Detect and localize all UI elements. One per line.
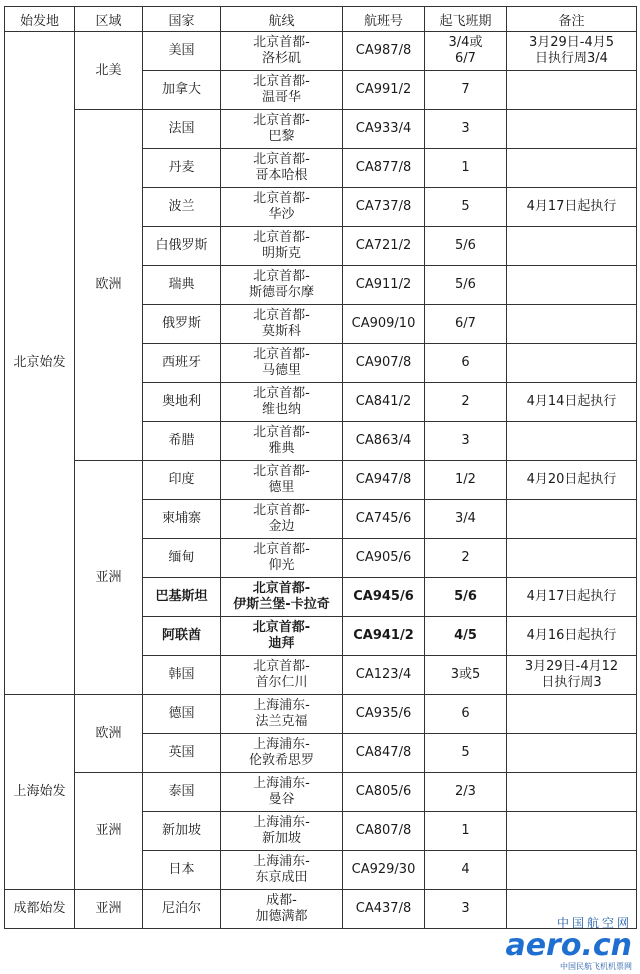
route-cell-text: 明斯克 (261, 246, 301, 261)
flight-number-cell-text: CA745/6 (355, 511, 412, 526)
schedule-days-cell-text: 2 (461, 550, 470, 565)
country-cell (143, 32, 221, 71)
route-cell-text: 温哥华 (261, 90, 301, 105)
country-cell (143, 617, 221, 656)
schedule-days-cell (425, 461, 507, 500)
route-cell-text: 莫斯科 (261, 324, 301, 339)
route-cell-text: 仰光 (268, 558, 295, 573)
note-cell-text: 4月17日起执行 (526, 589, 617, 604)
route-cell-text: 北京首都- (253, 191, 310, 206)
flight-number-cell (343, 656, 425, 695)
route-cell (221, 188, 343, 227)
schedule-days-cell-text: 7 (461, 82, 470, 97)
country-cell-text: 俄罗斯 (161, 316, 201, 331)
route-cell-text: 首尔仁川 (255, 675, 308, 690)
country-cell (143, 227, 221, 266)
country-cell (143, 578, 221, 617)
schedule-days-cell (425, 305, 507, 344)
flight-number-cell-text: CA437/8 (355, 901, 412, 916)
country-cell-text: 法国 (168, 121, 195, 136)
route-cell (221, 617, 343, 656)
note-cell (507, 812, 637, 851)
schedule-days-cell (425, 734, 507, 773)
column-header: 备注 (507, 7, 637, 32)
schedule-days-cell-text: 3 (461, 121, 470, 136)
route-cell (221, 656, 343, 695)
country-cell-text: 巴基斯坦 (155, 589, 208, 604)
column-header: 航线 (221, 7, 343, 32)
note-cell (507, 71, 637, 110)
route-cell-text: 法兰克福 (255, 714, 308, 729)
flight-number-cell (343, 305, 425, 344)
country-cell (143, 188, 221, 227)
schedule-days-cell-text: 5 (461, 199, 470, 214)
route-cell-text: 东京成田 (255, 870, 308, 885)
route-cell-text: 北京首都- (252, 620, 311, 635)
route-cell-text: 北京首都- (253, 464, 310, 479)
origin-cell (5, 695, 75, 890)
route-cell-text: 上海浦东- (253, 698, 310, 713)
flight-number-cell (343, 578, 425, 617)
schedule-days-cell (425, 32, 507, 71)
route-cell-text: 金边 (268, 519, 295, 534)
route-cell (221, 422, 343, 461)
flight-number-cell-text: CA863/4 (355, 433, 412, 448)
route-cell-text: 北京首都- (253, 425, 310, 440)
country-cell-text: 韩国 (168, 667, 195, 682)
flight-number-cell (343, 695, 425, 734)
route-cell (221, 812, 343, 851)
route-cell-text: 维也纳 (261, 402, 301, 417)
watermark-cn: 中国航空网 (556, 916, 632, 930)
route-cell (221, 227, 343, 266)
column-header: 始发地 (5, 7, 75, 32)
schedule-days-cell-text: 5 (461, 745, 470, 760)
watermark-en: aero.cn (505, 928, 632, 963)
flight-number-cell (343, 32, 425, 71)
country-cell (143, 851, 221, 890)
route-cell-text: 上海浦东- (253, 854, 310, 869)
note-cell (507, 851, 637, 890)
country-cell-text: 德国 (168, 706, 195, 721)
region-cell-text: 亚洲 (95, 569, 122, 585)
schedule-days-cell-text: 3 (461, 901, 470, 916)
route-cell-text: 北京首都- (253, 386, 310, 401)
note-cell (507, 422, 637, 461)
flight-number-cell-text: CA945/6 (353, 589, 414, 604)
route-cell-text: 斯德哥尔摩 (248, 285, 314, 300)
country-cell-text: 阿联酋 (161, 628, 201, 643)
table-body (5, 32, 637, 929)
route-cell-text: 上海浦东- (253, 815, 310, 830)
route-cell-text: 伦敦希思罗 (248, 753, 314, 768)
country-cell (143, 71, 221, 110)
flight-number-cell (343, 383, 425, 422)
flight-number-cell-text: CA933/4 (355, 121, 412, 136)
table-row (5, 110, 637, 149)
country-cell-text: 新加坡 (161, 823, 201, 838)
note-cell (507, 500, 637, 539)
schedule-days-cell (425, 500, 507, 539)
route-cell (221, 383, 343, 422)
column-header: 国家 (143, 7, 221, 32)
route-cell (221, 344, 343, 383)
route-cell (221, 71, 343, 110)
country-cell (143, 656, 221, 695)
note-cell (507, 266, 637, 305)
schedule-days-cell-text: 6/7 (455, 51, 476, 66)
route-cell-text: 巴黎 (268, 129, 295, 144)
table-row (5, 461, 637, 500)
flight-number-cell-text: CA929/30 (351, 862, 416, 877)
flight-number-cell-text: CA721/2 (355, 238, 412, 253)
country-cell (143, 539, 221, 578)
country-cell-text: 西班牙 (161, 355, 201, 370)
route-cell-text: 上海浦东- (253, 776, 310, 791)
country-cell-text: 泰国 (168, 784, 195, 799)
country-cell-text: 加拿大 (161, 82, 201, 97)
route-cell-text: 北京首都- (253, 113, 310, 128)
route-cell (221, 32, 343, 71)
schedule-days-cell (425, 656, 507, 695)
route-cell (221, 305, 343, 344)
route-cell-text: 北京首都- (253, 74, 310, 89)
route-cell-text: 德里 (268, 480, 295, 495)
note-cell (507, 578, 637, 617)
route-cell-text: 华沙 (268, 207, 295, 222)
aero-cn-watermark (505, 914, 632, 972)
route-cell-text: 北京首都- (253, 35, 310, 50)
country-cell (143, 305, 221, 344)
flight-number-cell (343, 461, 425, 500)
country-cell (143, 344, 221, 383)
note-cell (507, 656, 637, 695)
note-cell (507, 695, 637, 734)
note-cell (507, 344, 637, 383)
route-cell-text: 雅典 (268, 441, 295, 456)
country-cell-text: 尼泊尔 (161, 901, 201, 916)
flight-number-cell-text: CA909/10 (351, 316, 416, 331)
flight-number-cell-text: CA947/8 (355, 472, 412, 487)
schedule-days-cell-text: 3/4或 (448, 35, 483, 50)
note-cell-text: 4月16日起执行 (526, 628, 617, 643)
header-row (5, 7, 637, 32)
note-cell (507, 383, 637, 422)
region-cell (75, 695, 143, 773)
note-cell-text: 日执行周3/4 (535, 51, 608, 66)
origin-cell-text: 成都始发 (13, 901, 66, 916)
watermark-sub: 中国民航飞机机票网 (560, 962, 632, 971)
origin-cell-text: 上海始发 (13, 784, 66, 799)
route-cell-text: 上海浦东- (253, 737, 310, 752)
route-cell (221, 110, 343, 149)
route-cell-text: 北京首都- (253, 308, 310, 323)
route-cell-text: 北京首都- (253, 659, 310, 674)
note-cell (507, 110, 637, 149)
flight-number-cell-text: CA935/6 (355, 706, 412, 721)
flight-number-cell (343, 851, 425, 890)
flight-schedule-table (4, 6, 637, 929)
country-cell (143, 110, 221, 149)
note-cell (507, 734, 637, 773)
route-cell (221, 734, 343, 773)
note-cell (507, 188, 637, 227)
schedule-days-cell (425, 383, 507, 422)
note-cell (507, 617, 637, 656)
schedule-days-cell (425, 110, 507, 149)
column-header: 起飞班期 (425, 7, 507, 32)
country-cell-text: 丹麦 (168, 160, 195, 175)
route-cell (221, 890, 343, 929)
route-cell (221, 461, 343, 500)
schedule-days-cell-text: 2 (461, 394, 470, 409)
route-cell (221, 851, 343, 890)
schedule-days-cell-text: 3或5 (450, 667, 481, 682)
country-cell-text: 缅甸 (168, 550, 195, 565)
flight-number-cell-text: CA737/8 (355, 199, 412, 214)
flight-number-cell-text: CA123/4 (355, 667, 412, 682)
flight-number-cell-text: CA905/6 (355, 550, 412, 565)
country-cell-text: 英国 (168, 745, 195, 760)
route-cell-text: 哥本哈根 (255, 168, 308, 183)
flight-number-cell-text: CA807/8 (355, 823, 412, 838)
table-row (5, 32, 637, 71)
country-cell-text: 瑞典 (168, 277, 195, 292)
origin-cell (5, 32, 75, 695)
schedule-days-cell-text: 4 (461, 862, 470, 877)
route-cell-text: 迪拜 (268, 636, 295, 651)
country-cell (143, 422, 221, 461)
schedule-days-cell-text: 5/6 (455, 238, 476, 253)
schedule-days-cell (425, 539, 507, 578)
schedule-days-cell-text: 3/4 (455, 511, 476, 526)
route-cell-text: 北京首都- (253, 347, 310, 362)
schedule-days-cell-text: 6 (461, 355, 470, 370)
schedule-days-cell (425, 695, 507, 734)
note-cell (507, 305, 637, 344)
schedule-days-cell-text: 4/5 (454, 628, 477, 643)
note-cell-text: 4月20日起执行 (526, 472, 617, 487)
country-cell (143, 461, 221, 500)
note-cell (507, 461, 637, 500)
country-cell (143, 266, 221, 305)
country-cell (143, 734, 221, 773)
route-cell-text: 北京首都- (253, 542, 310, 557)
note-cell-text: 3月29日-4月5 (528, 35, 615, 50)
table-row (5, 773, 637, 812)
country-cell-text: 白俄罗斯 (155, 238, 208, 253)
column-header: 区域 (75, 7, 143, 32)
country-cell-text: 印度 (168, 472, 195, 487)
schedule-days-cell-text: 2/3 (455, 784, 476, 799)
note-cell (507, 773, 637, 812)
region-cell-text: 欧洲 (95, 277, 122, 292)
country-cell (143, 773, 221, 812)
country-cell (143, 383, 221, 422)
flight-number-cell (343, 110, 425, 149)
schedule-days-cell (425, 617, 507, 656)
schedule-days-cell-text: 6 (461, 706, 470, 721)
flight-number-cell-text: CA847/8 (355, 745, 412, 760)
route-cell (221, 149, 343, 188)
schedule-days-cell (425, 773, 507, 812)
country-cell-text: 希腊 (168, 433, 195, 448)
flight-number-cell (343, 422, 425, 461)
column-header: 航班号 (343, 7, 425, 32)
country-cell (143, 890, 221, 929)
schedule-days-cell-text: 5/6 (454, 589, 477, 604)
flight-number-cell (343, 890, 425, 929)
region-cell (75, 890, 143, 929)
country-cell (143, 500, 221, 539)
route-cell (221, 578, 343, 617)
route-cell-text: 新加坡 (261, 831, 301, 846)
schedule-days-cell (425, 890, 507, 929)
schedule-days-cell (425, 422, 507, 461)
country-cell (143, 812, 221, 851)
note-cell-text: 3月29日-4月12 (524, 659, 619, 674)
schedule-days-cell-text: 6/7 (455, 316, 476, 331)
flight-number-cell (343, 500, 425, 539)
flight-number-cell-text: CA987/8 (355, 43, 412, 58)
route-cell-text: 加德满都 (255, 909, 308, 924)
schedule-days-cell-text: 5/6 (455, 277, 476, 292)
flight-number-cell (343, 188, 425, 227)
country-cell-text: 波兰 (168, 199, 195, 214)
region-cell-text: 亚洲 (95, 823, 122, 838)
flight-number-cell-text: CA841/2 (355, 394, 412, 409)
route-cell-text: 北京首都- (253, 152, 310, 167)
route-cell-text: 北京首都- (253, 230, 310, 245)
flight-number-cell-text: CA911/2 (355, 277, 412, 292)
schedule-days-cell (425, 812, 507, 851)
schedule-days-cell-text: 1/2 (455, 472, 476, 487)
schedule-days-cell (425, 71, 507, 110)
schedule-days-cell (425, 149, 507, 188)
route-cell (221, 695, 343, 734)
route-cell (221, 500, 343, 539)
country-cell-text: 柬埔寨 (161, 511, 201, 526)
region-cell (75, 32, 143, 110)
region-cell-text: 北美 (95, 62, 122, 78)
route-cell-text: 伊斯兰堡-卡拉奇 (233, 597, 330, 612)
note-cell-text: 4月17日起执行 (526, 199, 617, 214)
schedule-days-cell (425, 344, 507, 383)
route-cell (221, 266, 343, 305)
schedule-days-cell (425, 188, 507, 227)
country-cell (143, 149, 221, 188)
note-cell (507, 227, 637, 266)
schedule-days-cell-text: 1 (461, 160, 470, 175)
country-cell-text: 美国 (168, 43, 195, 58)
route-cell-text: 成都- (266, 893, 297, 908)
country-cell-text: 日本 (168, 862, 195, 877)
schedule-days-cell (425, 851, 507, 890)
schedule-days-cell (425, 266, 507, 305)
schedule-days-cell-text: 1 (461, 823, 470, 838)
country-cell-text: 奥地利 (161, 394, 201, 409)
flight-number-cell (343, 266, 425, 305)
flight-number-cell (343, 617, 425, 656)
route-cell-text: 曼谷 (268, 792, 295, 807)
route-cell (221, 539, 343, 578)
flight-number-cell (343, 539, 425, 578)
flight-number-cell (343, 71, 425, 110)
route-cell-text: 洛杉矶 (261, 51, 301, 66)
flight-number-cell (343, 734, 425, 773)
country-cell (143, 695, 221, 734)
route-cell-text: 北京首都- (253, 503, 310, 518)
schedule-days-cell-text: 3 (461, 433, 470, 448)
region-cell (75, 110, 143, 461)
flight-number-cell-text: CA991/2 (355, 82, 412, 97)
route-cell-text: 马德里 (261, 363, 301, 378)
flight-number-cell-text: CA907/8 (355, 355, 412, 370)
note-cell (507, 539, 637, 578)
flight-number-cell-text: CA805/6 (355, 784, 412, 799)
origin-cell-text: 北京始发 (13, 355, 66, 370)
note-cell (507, 32, 637, 71)
flight-number-cell-text: CA941/2 (353, 628, 414, 643)
flight-number-cell (343, 812, 425, 851)
route-cell-text: 北京首都- (253, 269, 310, 284)
origin-cell (5, 890, 75, 929)
flight-number-cell (343, 149, 425, 188)
note-cell-text: 4月14日起执行 (526, 394, 617, 409)
route-cell (221, 773, 343, 812)
schedule-days-cell (425, 227, 507, 266)
flight-number-cell (343, 227, 425, 266)
note-cell-text: 日执行周3 (541, 675, 602, 690)
region-cell-text: 亚洲 (95, 901, 122, 916)
flight-number-cell-text: CA877/8 (355, 160, 412, 175)
flight-number-cell (343, 344, 425, 383)
region-cell-text: 欧洲 (95, 725, 122, 741)
table-row (5, 695, 637, 734)
region-cell (75, 461, 143, 695)
route-cell-text: 北京首都- (252, 581, 311, 596)
region-cell (75, 773, 143, 890)
note-cell (507, 149, 637, 188)
schedule-days-cell (425, 578, 507, 617)
flight-number-cell (343, 773, 425, 812)
